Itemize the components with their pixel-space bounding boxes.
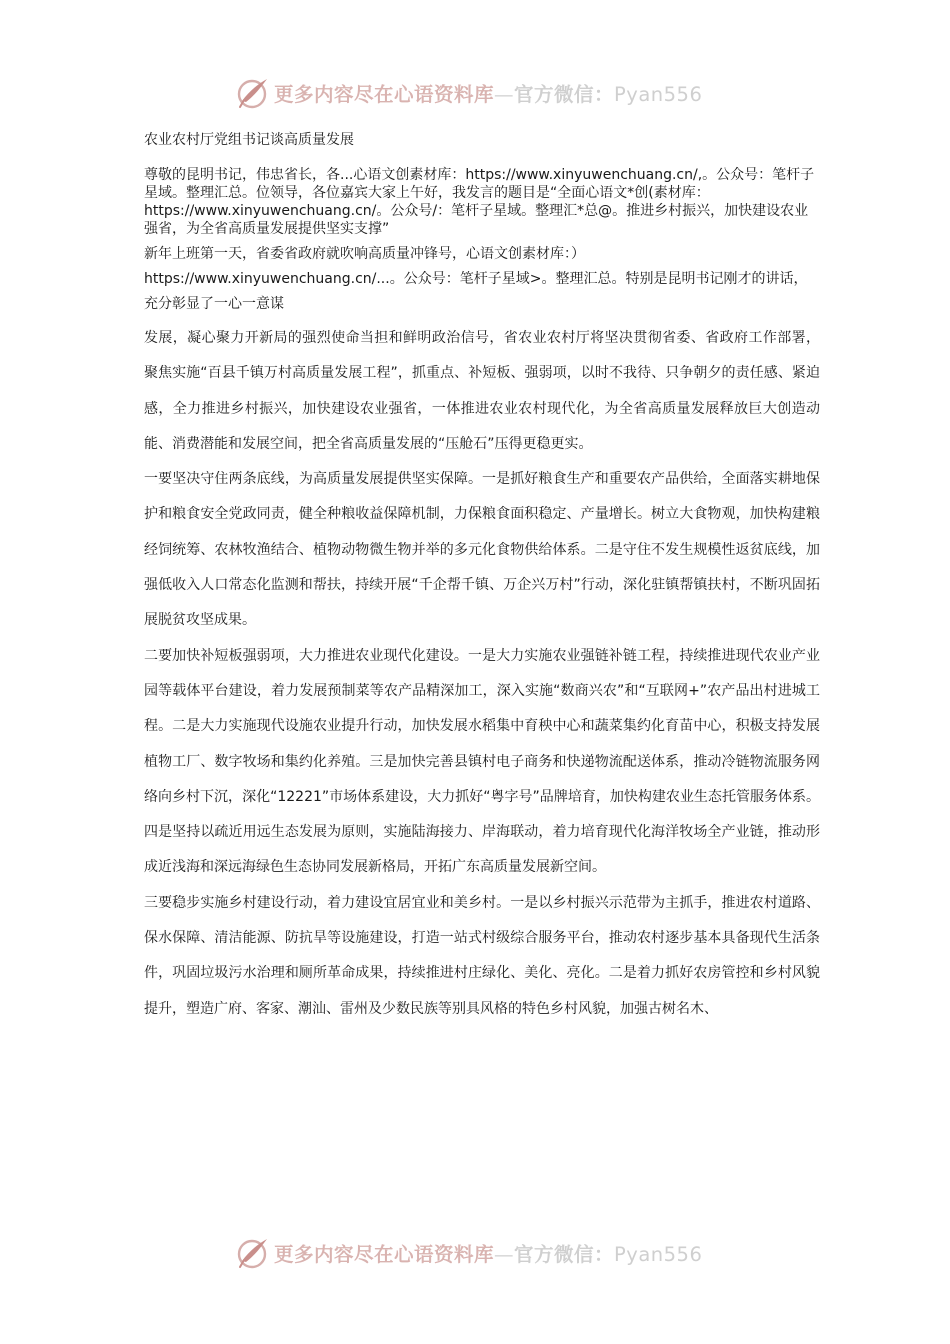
header-watermark [234, 73, 734, 113]
quill-logo-icon [234, 1235, 270, 1271]
footer-watermark [234, 1233, 734, 1273]
watermark-wechat-id: Pyan556 [614, 1243, 703, 1266]
body-paragraph: 二要加快补短板强弱项，大力推进农业现代化建设。一是大力实施农业强链补链工程，持续推进现代农业产业园等载体平台建设，着力发展预制菜等农产品精深加工，深入实施“数商兴农”和“互联网+”农产品出村进城工程。二是大力实施现代设施农业提升行动，加快发展水稻集中育秧中心和蔬菜集约化育苗中心，积极支持发展植物工厂、数字牧场和集约化养殖。三是加快完善县镇村电子商务和快递物流配送体系，推动冷链物流服务网络向乡村下沉，深化“12221”市场体系建设，大力抓好“粤字号”品牌培育，加快构建农业生态托管服务体系。四是坚持以疏近用远生态发展为原则，实施陆海接力、岸海联动，着力培育现代化海洋牧场全产业链，推动形成近浅海和深远海绿色生态协同发展新格局，开拓广东高质量发展新空间。 [144, 647, 820, 876]
watermark-brand: 更多内容尽在心语资料库 [274, 1243, 495, 1266]
document-body [144, 130, 820, 1027]
body-paragraph: 发展，凝心聚力开新局的强烈使命当担和鲜明政治信号，省农业农村厅将坚决贯彻省委、省政府工作部署， 聚焦实施“百县千镇万村高质量发展工程”，抓重点、补短板、强弱项，以时不我待、只争朝夕的责任感、紧迫感，全力推进乡村振兴，加快建设农业强省，一体推进农业农村现代化，为全省高质量发展释放巨大创造动能、消费潜能和发展空间，把全省高质量发展的“压舱石”压得更稳更实。 [144, 330, 820, 452]
body-paragraph: 三要稳步实施乡村建设行动，着力建设宜居宜业和美乡村。一是以乡村振兴示范带为主抓手，推进农村道路、保水保障、清洁能源、防抗旱等设施建设，打造一站式村级综合服务平台，推动农村逐步基本具备现代生活条件，巩固垃圾污水治理和厕所革命成果，持续推进村庄绿化、美化、亮化。二是着力抓好农房管控和乡村风貌提升，塑造广府、客家、潮汕、雷州及少数民族等别具风格的特色乡村风貌，加强古树名木、 [144, 894, 820, 1017]
document-title: 农业农村厅党组书记谈高质量发展 [144, 132, 354, 148]
watermark-separator: — [494, 83, 515, 106]
intro-paragraph-1: 尊敬的昆明书记，伟忠省长，各...心语文创素材库：https://www.xinyuwenchuang.cn/,。公众号：笔杆子星域。整理汇总。位领导，各位嘉宾大家上午好，我发言的题目是“全面心语文*创(素材库：https://www.xinyuwenchuang.cn/。公众号/：笔杆子星域。整理汇*总@。推进乡村振兴，加快建设农业强省，为全省高质量发展提供坚实支撑” [144, 167, 815, 237]
watermark-wechat-id: Pyan556 [614, 83, 703, 106]
watermark-text [274, 79, 702, 107]
watermark-brand: 更多内容尽在心语资料库 [274, 83, 495, 106]
watermark-text [274, 1239, 702, 1267]
watermark-separator: — [494, 1243, 515, 1266]
quill-logo-icon [234, 75, 270, 111]
watermark-label: 官方微信： [514, 83, 615, 106]
watermark-label: 官方微信： [514, 1243, 615, 1266]
body-paragraph: 一要坚决守住两条底线，为高质量发展提供坚实保障。一是抓好粮食生产和重要农产品供给，全面落实耕地保护和粮食安全党政同责，健全种粮收益保障机制，力保粮食面积稳定、产量增长。树立大食物观，加快构建粮经饲统筹、农林牧渔结合、植物动物微生物并举的多元化食物供给体系。二是守住不发生规模性返贫底线，加强低收入人口常态化监测和帮扶，持续开展“千企帮千镇、万企兴万村”行动，深化驻镇帮镇扶村，不断巩固拓展脱贫攻坚成果。 [144, 471, 820, 629]
intro-paragraph-2: 新年上班第一天，省委省政府就吹响高质量冲锋号，心语文创素材库：）https://www.xinyuwenchuang.cn/...。公众号：笔杆子星域>。整理汇总。特别是昆明书记刚才的讲话，充分彰显了一心一意谋 [144, 246, 808, 312]
